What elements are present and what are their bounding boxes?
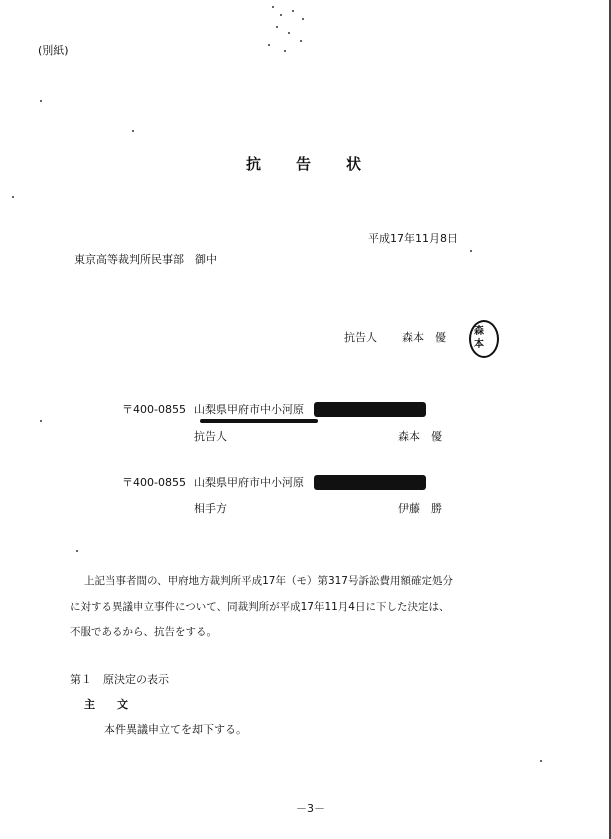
- section-1-heading: 第１ 原決定の表示: [70, 673, 169, 686]
- redaction-bar: [314, 402, 426, 417]
- respondent-role: 相手方: [194, 502, 227, 515]
- respondent-name: 伊藤 勝: [398, 502, 442, 515]
- addressee: 東京高等裁判所民事部 御中: [74, 253, 217, 266]
- document-title: 抗 告 状: [246, 155, 372, 173]
- section-1-subheading: 主 文: [84, 698, 128, 711]
- document-date: 平成17年11月8日: [368, 232, 458, 245]
- seal-char-bottom: 本: [474, 339, 484, 350]
- respondent-postal: 〒400-0855: [122, 476, 186, 489]
- appellant-name: 森本 優: [398, 430, 442, 443]
- personal-seal: [469, 320, 499, 358]
- body-line-2: に対する異議申立事件について、同裁判所が平成17年11月4日に下した決定は、: [70, 601, 450, 613]
- appellant-role: 抗告人: [194, 430, 227, 443]
- redaction-underline: [200, 419, 318, 423]
- seal-char-top: 森: [474, 326, 484, 337]
- body-line-1: 上記当事者間の、甲府地方裁判所平成17年（モ）第317号訴訟費用額確定処分: [84, 575, 453, 587]
- appellant-address: 山梨県甲府市中小河原: [194, 403, 304, 416]
- respondent-address: 山梨県甲府市中小河原: [194, 476, 304, 489]
- appellant-postal: 〒400-0855: [122, 403, 186, 416]
- redaction-bar: [314, 475, 426, 490]
- section-1-text: 本件異議申立てを却下する。: [104, 723, 247, 736]
- signature-name: 森本 優: [402, 331, 446, 344]
- page-number: －3－: [296, 802, 325, 815]
- attachment-label: (別紙): [38, 44, 69, 57]
- signature-role: 抗告人: [344, 331, 377, 344]
- body-line-3: 不服であるから、抗告をする。: [70, 626, 217, 638]
